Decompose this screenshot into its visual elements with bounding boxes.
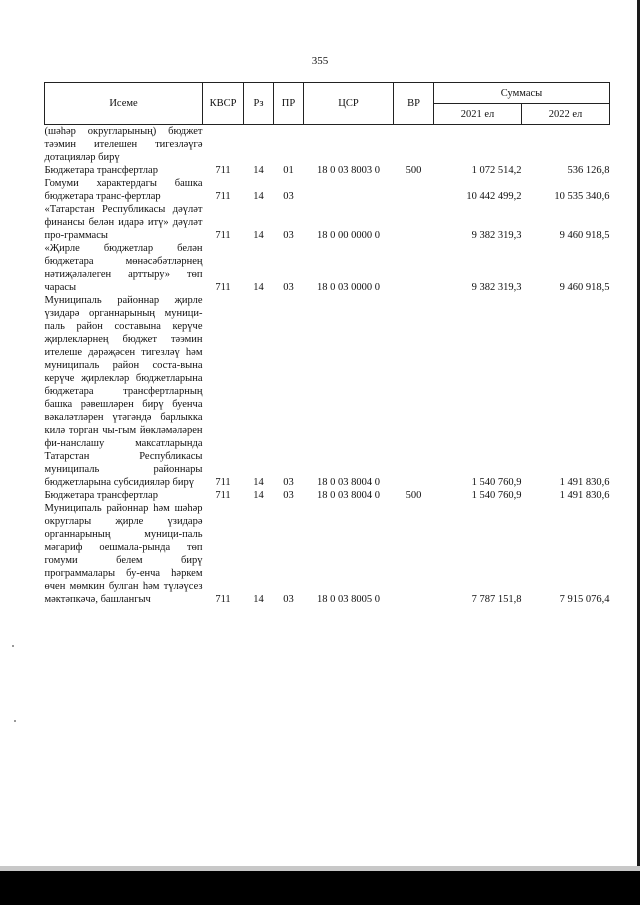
row-kvsr: 711	[215, 490, 231, 501]
row-sum-2021: 1 540 760,9	[471, 490, 522, 501]
row-csr: 18 0 03 8004 0	[317, 490, 380, 501]
row-rz: 14	[253, 477, 264, 488]
row-csr: 18 0 00 0000 0	[317, 230, 380, 241]
row-vr	[394, 294, 434, 489]
col-header-name: Исеме	[45, 83, 203, 125]
row-kvsr: 711	[215, 191, 231, 202]
row-csr	[304, 177, 394, 203]
row-sum-2022: 10 535 340,6	[554, 191, 610, 202]
row-vr: 500	[405, 490, 422, 501]
col-header-kvsr: КВСР	[203, 83, 244, 125]
col-header-2022: 2022 ел	[522, 104, 610, 125]
col-header-rz: Рз	[244, 83, 274, 125]
row-rz: 14	[253, 282, 264, 293]
col-header-sums: Суммасы	[434, 83, 610, 104]
row-pr: 03	[283, 230, 294, 241]
row-sum-2021: 9 382 319,3	[471, 230, 522, 241]
row-rz: 14	[253, 191, 264, 202]
row-sum-2021: 1 540 760,9	[471, 477, 522, 488]
scan-speck	[14, 720, 16, 722]
row-sum-2021: 10 442 499,2	[466, 191, 522, 202]
row-kvsr: 711	[215, 165, 231, 176]
row-vr	[394, 177, 434, 203]
row-kvsr: 711	[215, 477, 231, 488]
row-sum-2022: 1 491 830,6	[559, 490, 610, 501]
row-pr	[274, 125, 304, 165]
col-header-2021: 2021 ел	[434, 104, 522, 125]
row-name: (шәһәр округларының) бюджет тәэмин ителешен тигезләүгә дотацияләр бирү	[44, 126, 203, 163]
table-body	[45, 125, 610, 607]
row-name: Бюджетара трансфертлар	[44, 165, 158, 176]
row-pr: 03	[283, 191, 294, 202]
row-csr: 18 0 03 8004 0	[317, 477, 380, 488]
row-kvsr: 711	[215, 594, 231, 605]
table-header	[45, 83, 610, 125]
row-name: «Җирле бюджетлар белән бюджетара мөнәсәбәтләрнең нәтиҗәләлеген арттыру» төп чарасы	[44, 243, 203, 293]
row-kvsr: 711	[215, 282, 231, 293]
row-kvsr: 711	[215, 230, 231, 241]
row-rz: 14	[253, 165, 264, 176]
row-kvsr	[203, 125, 244, 165]
table-row	[45, 489, 610, 502]
col-header-vr: ВР	[394, 83, 434, 125]
col-header-pr: ПР	[274, 83, 304, 125]
row-pr: 03	[283, 282, 294, 293]
budget-table	[44, 82, 610, 606]
table-row	[45, 125, 610, 165]
row-vr: 500	[405, 165, 422, 176]
scan-speck	[12, 645, 14, 647]
row-sum-2021: 9 382 319,3	[471, 282, 522, 293]
row-sum-2022: 536 126,8	[567, 165, 610, 176]
row-name: «Татарстан Республикасы дәүләт финансы белән идарә итү» дәүләт про-граммасы	[44, 204, 203, 241]
row-vr	[394, 125, 434, 165]
row-csr	[304, 125, 394, 165]
row-pr: 03	[283, 490, 294, 501]
row-vr	[394, 502, 434, 606]
table-row	[45, 294, 610, 489]
row-vr	[394, 242, 434, 294]
table-row	[45, 164, 610, 177]
row-pr: 03	[283, 477, 294, 488]
row-rz: 14	[253, 594, 264, 605]
row-vr	[394, 203, 434, 242]
row-sum-2022	[522, 125, 610, 165]
table-row	[45, 177, 610, 203]
row-sum-2022: 9 460 918,5	[559, 282, 610, 293]
row-sum-2022: 1 491 830,6	[559, 477, 610, 488]
row-sum-2021	[434, 125, 522, 165]
table-row	[45, 203, 610, 242]
scan-bottom-bar	[0, 871, 640, 905]
row-rz: 14	[253, 230, 264, 241]
table-row	[45, 242, 610, 294]
row-name: Гомуми характердагы башка бюджетара транс-фертлар	[44, 178, 203, 202]
row-csr: 18 0 03 8005 0	[317, 594, 380, 605]
table-row	[45, 502, 610, 606]
row-rz	[244, 125, 274, 165]
row-pr: 01	[283, 165, 294, 176]
row-sum-2021: 7 787 151,8	[471, 594, 522, 605]
row-rz: 14	[253, 490, 264, 501]
row-sum-2021: 1 072 514,2	[471, 165, 522, 176]
page-number: 355	[311, 55, 329, 67]
row-sum-2022: 7 915 076,4	[559, 594, 610, 605]
row-csr: 18 0 03 8003 0	[317, 165, 380, 176]
col-header-csr: ЦСР	[304, 83, 394, 125]
row-name: Бюджетара трансфертлар	[44, 490, 158, 501]
row-csr: 18 0 03 0000 0	[317, 282, 380, 293]
row-sum-2022: 9 460 918,5	[559, 230, 610, 241]
row-name: Муниципаль районнар җирле үзидарә органнарының муници-паль район составына керүче җирлекләрнең бюджет тәэмин ителеше дәрәҗәсен тигезләү һәм муниципаль район соста-вына керүче җирлекләр бюджетларына бюджетара трансфертларның башка рәвешләрен бирү буенча вәкаләтләрен үтәгәндә барлыкка килә торган чы-гым йөкләмәләрен фи-нанслашу максатларында Татарстан Республикасы муниципаль районнары бюджетларына субсидияләр бирү	[44, 295, 203, 488]
row-name: Муниципаль районнар һәм шәһәр округлары җирле үзидарә органнарының муници-паль мәгариф оешмала-рында төп гомуми белем бирү программалары бу-енча һәркем өчен мөмкин булган һәм түләүсез мәктәпкәчә, башлангыч	[44, 503, 203, 605]
row-pr: 03	[283, 594, 294, 605]
